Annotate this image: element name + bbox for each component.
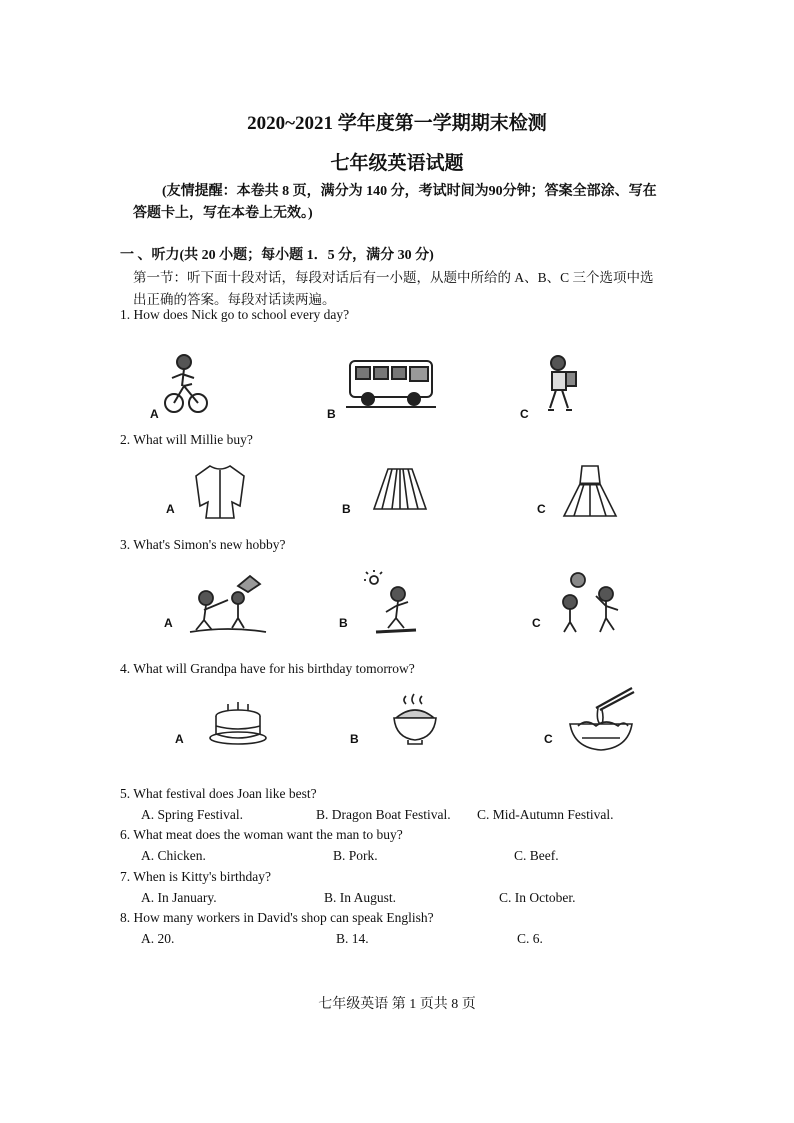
question-5: 5. What festival does Joan like best? (120, 786, 317, 801)
option-letter-a: A (150, 407, 159, 421)
notice-line-2: 答题卡上，写在本卷上无效。) (133, 206, 313, 221)
q7-option-a: A. In January. (141, 890, 217, 905)
boy-riding-bike-icon (160, 348, 210, 418)
skateboarding-icon (366, 572, 426, 638)
q6-option-b: B. Pork. (333, 848, 378, 863)
dress-icon (560, 462, 620, 520)
option-letter-b: B (342, 502, 351, 516)
q7-option-c: C. In October. (499, 890, 576, 905)
q5-option-b: B. Dragon Boat Festival. (316, 807, 451, 822)
question-8: 8. How many workers in David's shop can speak English? (120, 910, 434, 925)
q8-option-c: C. 6. (517, 931, 543, 946)
option-letter-a: A (166, 502, 175, 516)
option-letter-c: C (532, 616, 541, 630)
q5-option-a: A. Spring Festival. (141, 807, 244, 822)
playing-ball-icon (556, 570, 628, 638)
option-letter-c: C (544, 732, 553, 746)
question-6: 6. What meat does the woman want the man to buy? (120, 827, 403, 842)
q5-option-c: C. Mid-Autumn Festival. (477, 807, 614, 822)
q8-option-b: B. 14. (336, 931, 369, 946)
option-letter-b: B (327, 407, 336, 421)
q6-option-c: C. Beef. (514, 848, 559, 863)
q8-option-a: A. 20. (141, 931, 175, 946)
blouse-icon (190, 462, 250, 522)
option-letter-b: B (350, 732, 359, 746)
exam-subtitle: 七年级英语试题 (330, 153, 464, 174)
section-instruction-2: 出正确的答案。每段对话读两遍。 (133, 292, 336, 307)
option-letter-a: A (164, 616, 173, 630)
question-2: 2. What will Millie buy? (120, 432, 253, 447)
bowl-of-rice-icon (390, 694, 440, 748)
section-heading: 一 、听力(共 20 小题；每小题 1．5 分，满分 30 分) (120, 248, 434, 263)
question-4: 4. What will Grandpa have for his birthday tomorrow? (120, 661, 415, 676)
q7-option-b: B. In August. (324, 890, 397, 905)
skirt-icon (370, 465, 430, 515)
question-3: 3. What's Simon's new hobby? (120, 537, 286, 552)
q6-option-a: A. Chicken. (141, 848, 206, 863)
flying-kite-icon (188, 572, 268, 634)
page-footer: 七年级英语 第 1 页共 8 页 (318, 997, 476, 1012)
option-letter-b: B (339, 616, 348, 630)
exam-title: 2020~2021 学年度第一学期期末检测 (247, 113, 547, 134)
bus-icon (346, 355, 436, 410)
option-letter-c: C (520, 407, 529, 421)
option-letter-a: A (175, 732, 184, 746)
question-1: 1. How does Nick go to school every day? (120, 307, 350, 322)
notice-line-1: (友情提醒：本卷共 8 页，满分为 140 分，考试时间为90分钟；答案全部涂、写在 (162, 184, 657, 199)
section-instruction-1: 第一节：听下面十段对话，每段对话后有一小题，从题中所给的 A、B、C 三个选项中选 (133, 270, 654, 285)
birthday-cake-icon (208, 700, 270, 746)
bowl-of-noodles-icon (566, 684, 636, 754)
boy-walking-icon (536, 352, 586, 414)
option-letter-c: C (537, 502, 546, 516)
question-7: 7. When is Kitty's birthday? (120, 869, 272, 884)
